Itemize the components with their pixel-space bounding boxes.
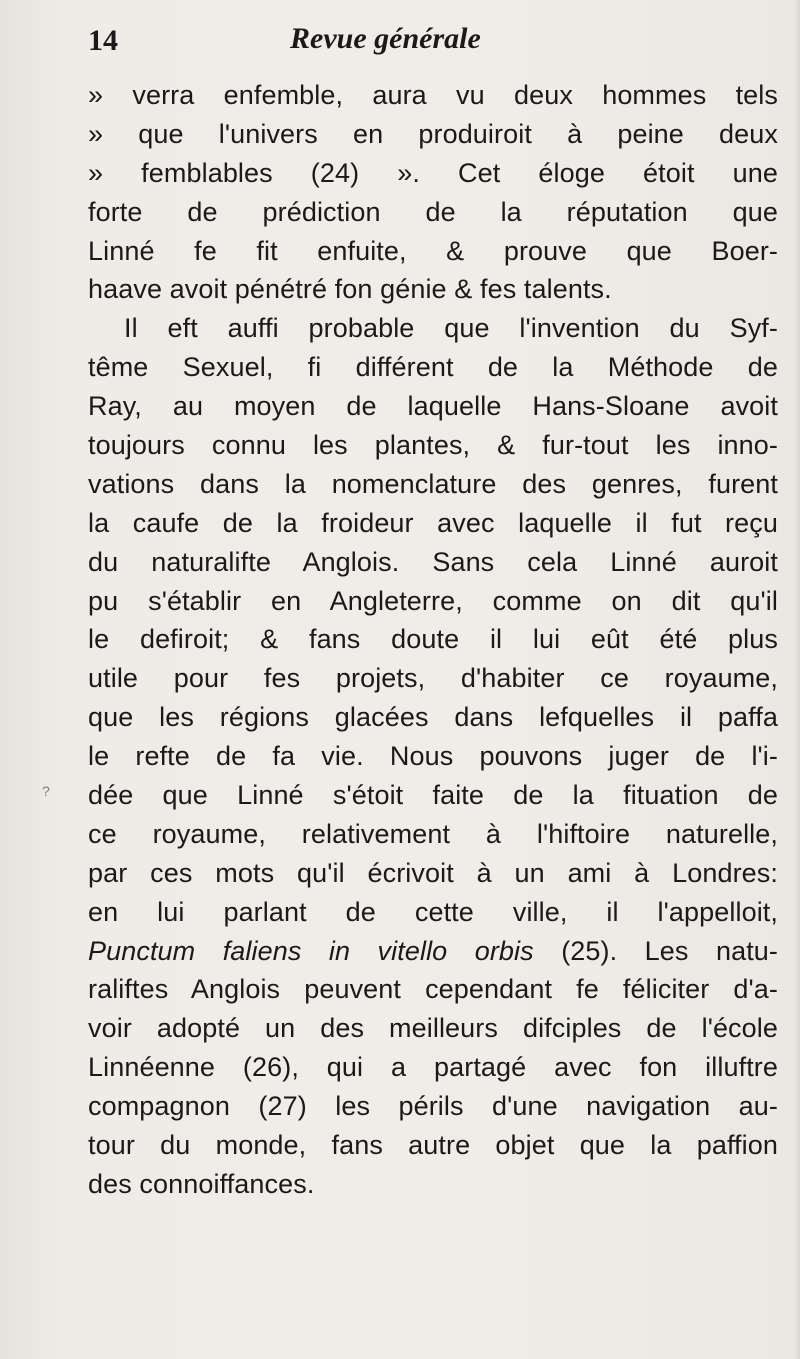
text-line-with-latin [88, 932, 778, 971]
text-line: vations dans la nomenclature des genres, furent [88, 468, 778, 499]
margin-mark: ? [42, 783, 50, 799]
text-line: compagnon (27) les périls d'une navigation au- [88, 1091, 778, 1122]
text-line: le defiroit; & fans doute il lui eût été plus [88, 624, 778, 655]
text-line: voir adopté un des meilleurs difciples de l'école [88, 1013, 778, 1044]
text-line: Linnéenne (26), qui a partagé avec fon illuftre [88, 1052, 778, 1083]
text-line: ce royaume, relativement à l'hiftoire naturelle, [88, 818, 778, 849]
text-line: » femblables (24) ». Cet éloge étoit une [88, 157, 778, 188]
text-line: pu s'établir en Angleterre, comme on dit qu'il [88, 585, 778, 616]
page-number: 14 [88, 24, 118, 57]
text-line: du naturalifte Anglois. Sans cela Linné auroit [88, 546, 778, 577]
text-line: utile pour fes projets, d'habiter ce royaume, [88, 663, 778, 694]
running-head [0, 12, 800, 68]
text-line: Ray, au moyen de laquelle Hans-Sloane avoit [88, 391, 778, 422]
latin-quote: Punctum faliens in vitello orbis [88, 935, 534, 966]
text-line-rest: (25). Les natu- [533, 935, 778, 966]
text-line: la caufe de la froideur avec laquelle il fut reçu [88, 507, 778, 538]
body-text [88, 76, 778, 1204]
text-line: tême Sexuel, fi différent de la Méthode de [88, 352, 778, 383]
text-line: tour du monde, fans autre objet que la paffion [88, 1130, 778, 1161]
text-line: que les régions glacées dans lefquelles il paffa [88, 702, 778, 733]
text-line: dée que Linné s'étoit faite de la fituation de [88, 780, 778, 811]
text-line: » verra enfemble, aura vu deux hommes tels [88, 80, 778, 110]
text-line: forte de prédiction de la réputation que [88, 196, 778, 227]
text-line: toujours connu les plantes, & fur-tout les inno- [88, 430, 778, 461]
text-line: des connoiffances. [88, 1168, 315, 1199]
text-line: haave avoit pénétré fon génie & fes talents. [88, 274, 612, 305]
text-line: » que l'univers en produiroit à peine deux [88, 118, 778, 149]
text-line: par ces mots qu'il écrivoit à un ami à Londres: [88, 857, 778, 888]
paragraph-start-line: Il eft auffi probable que l'invention du Syf- [124, 313, 778, 344]
page-edge-shadow [794, 0, 800, 1359]
text-line: raliftes Anglois peuvent cependant fe féliciter d'a- [88, 974, 778, 1005]
text-line: le refte de fa vie. Nous pouvons juger de l'i- [88, 741, 778, 772]
text-line: Linné fe fit enfuite, & prouve que Boer- [88, 235, 778, 266]
text-line: en lui parlant de cette ville, il l'appelloit, [88, 896, 778, 927]
running-title: Revue générale [290, 22, 481, 55]
